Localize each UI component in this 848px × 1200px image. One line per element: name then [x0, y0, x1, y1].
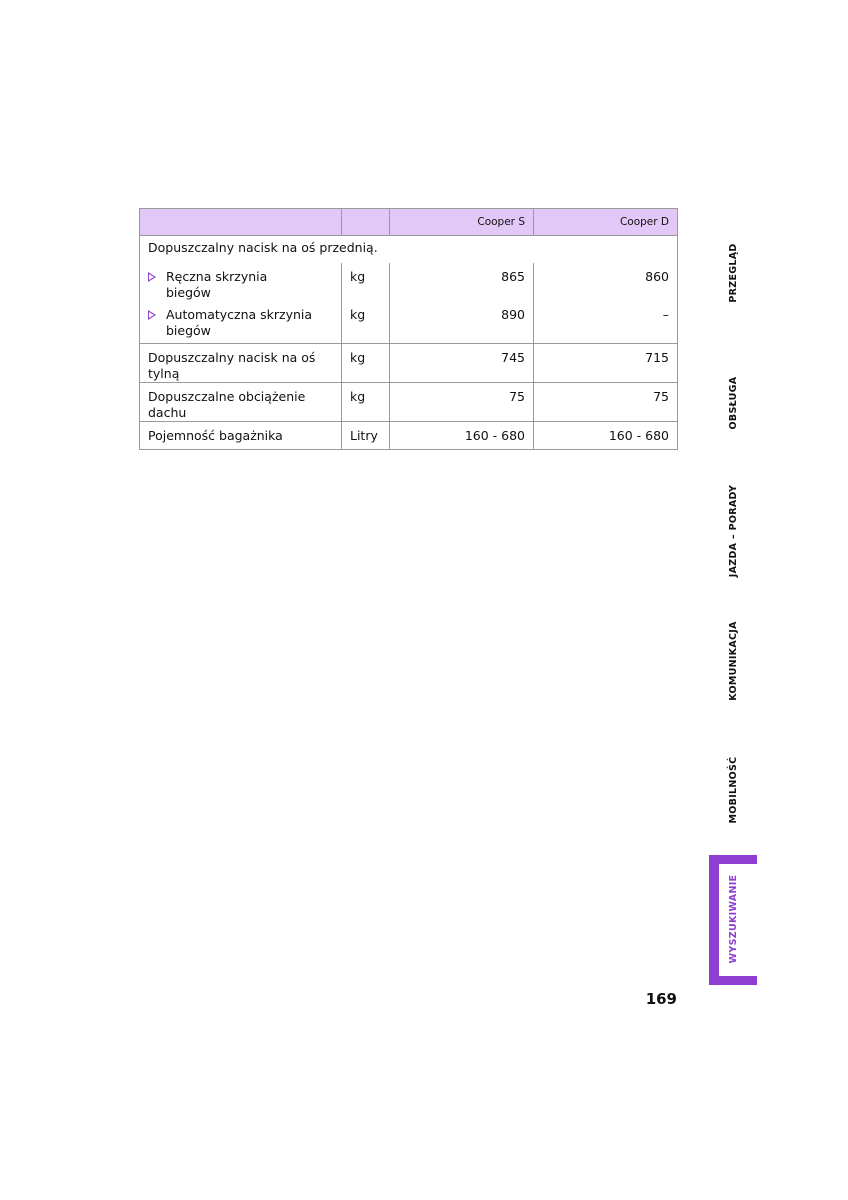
- row-label: Automatyczna skrzynia biegów: [140, 301, 342, 344]
- row-cooper-d: 715: [534, 344, 678, 383]
- row-label: Ręczna skrzynia biegów: [140, 263, 342, 301]
- row-unit: Litry: [342, 422, 390, 450]
- row-cooper-d: 160 - 680: [534, 422, 678, 450]
- table-row: [140, 301, 678, 344]
- section-label: Dopuszczalny nacisk na oś przednią.: [140, 236, 678, 263]
- triangle-bullet-icon: [148, 310, 156, 320]
- row-cooper-s: 160 - 680: [390, 422, 534, 450]
- header-unit-cell: [342, 209, 390, 236]
- side-tab-communication[interactable]: KOMUNIKACJA: [728, 621, 739, 701]
- table-header-row: [140, 209, 678, 236]
- side-tab-overview[interactable]: PRZEGLĄD: [728, 243, 739, 303]
- page-number: 169: [645, 990, 677, 1008]
- row-unit: kg: [342, 263, 390, 301]
- header-cooper-d: Cooper D: [534, 209, 678, 236]
- specifications-table: [139, 208, 678, 450]
- row-label: Dopuszczalny nacisk na oś tylną: [140, 344, 342, 383]
- row-cooper-s: 745: [390, 344, 534, 383]
- header-label-cell: [140, 209, 342, 236]
- table-row: [140, 344, 678, 383]
- header-cooper-s: Cooper S: [390, 209, 534, 236]
- row-cooper-s: 890: [390, 301, 534, 344]
- row-cooper-d: –: [534, 301, 678, 344]
- row-label: Pojemność bagażnika: [140, 422, 342, 450]
- table-row: [140, 383, 678, 422]
- triangle-bullet-icon: [148, 272, 156, 282]
- row-cooper-d: 860: [534, 263, 678, 301]
- row-cooper-s: 75: [390, 383, 534, 422]
- row-cooper-d: 75: [534, 383, 678, 422]
- row-label: Dopuszczalne obciążenie dachu: [140, 383, 342, 422]
- row-unit: kg: [342, 301, 390, 344]
- row-cooper-s: 865: [390, 263, 534, 301]
- row-unit: kg: [342, 344, 390, 383]
- side-tab-operation[interactable]: OBSŁUGA: [728, 376, 739, 430]
- table-row: [140, 422, 678, 450]
- table-row: [140, 263, 678, 301]
- side-tab-mobility[interactable]: MOBILNOŚĆ: [728, 756, 739, 824]
- side-tab-search[interactable]: WYSZUKIWANIE: [728, 874, 739, 964]
- row-unit: kg: [342, 383, 390, 422]
- side-tab-driving-tips[interactable]: JAZDA – PORADY: [728, 484, 739, 578]
- section-row-front-axle: [140, 236, 678, 263]
